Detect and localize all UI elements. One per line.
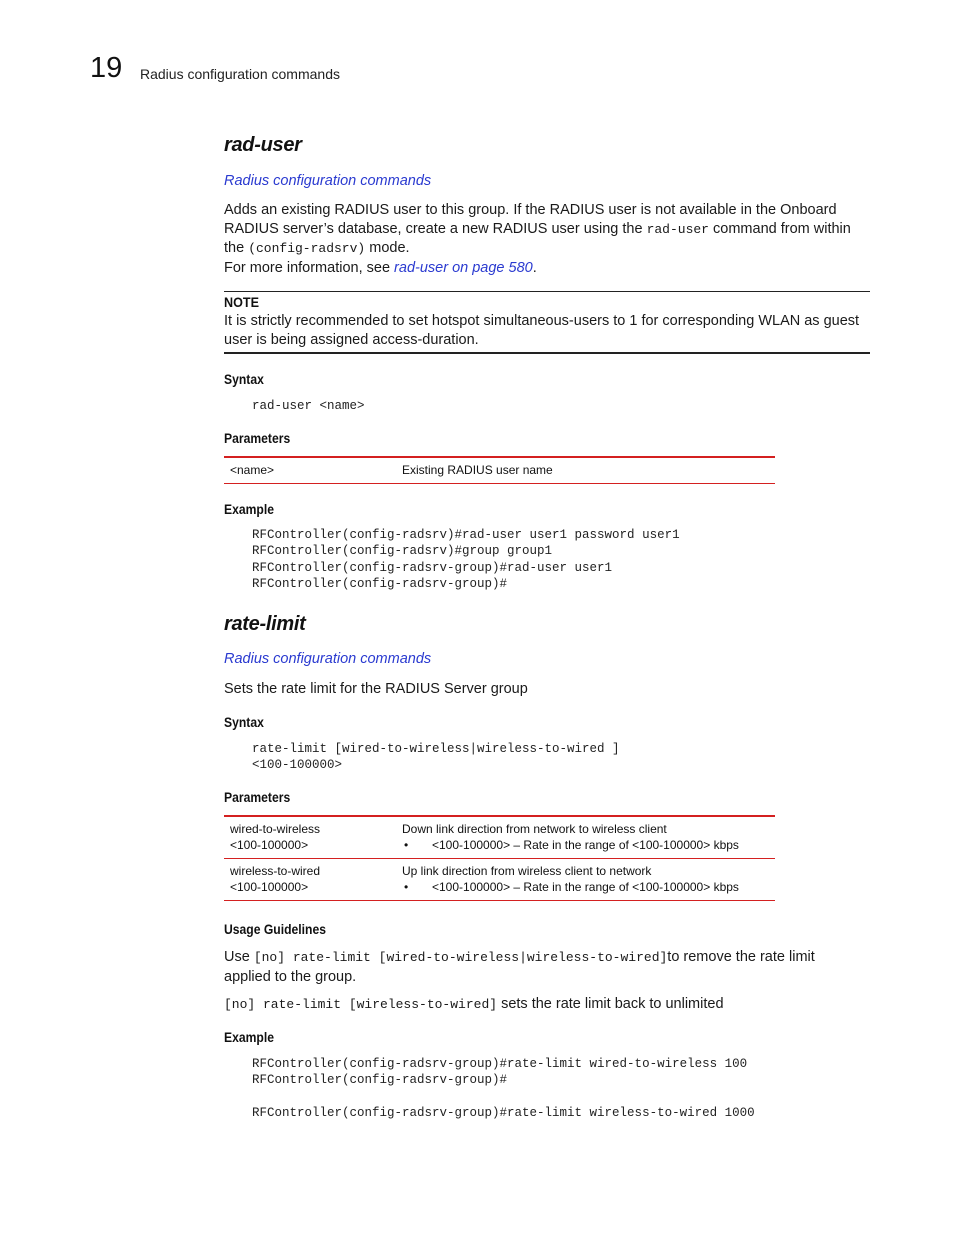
- param-name: <name>: [224, 457, 396, 484]
- inline-code: [no] rate-limit [wired-to-wireless|wireless-to-wired]: [253, 950, 668, 965]
- back-link-rate-limit[interactable]: Radius configuration commands: [224, 651, 432, 667]
- param-description: Existing RADIUS user name: [396, 457, 775, 484]
- example-code: RFController(config-radsrv)#rad-user user1 password user1 RFController(config-radsrv)#group group1 RFController(config-radsrv-group)#rad-user user1 RFController(config-radsrv-group)#: [252, 528, 680, 591]
- bullet-item: • <100-100000> – Rate in the range of <100-100000> kbps: [404, 838, 739, 852]
- bullet-icon: •: [404, 880, 409, 894]
- back-link-rad-user[interactable]: Radius configuration commands: [224, 173, 432, 189]
- note-top-rule: [224, 291, 870, 292]
- table-row: [224, 859, 775, 901]
- desc-line: the (config-radsrv) mode.: [224, 240, 410, 256]
- bullet-icon: •: [404, 838, 409, 852]
- table-row: [224, 816, 775, 859]
- table-row: [224, 457, 775, 484]
- usage-guideline-2: [no] rate-limit [wireless-to-wired] sets the rate limit back to unlimited: [224, 996, 724, 1012]
- chapter-title: Radius configuration commands: [140, 66, 340, 82]
- rad-user-description: [224, 201, 870, 277]
- section-title-rate-limit: rate-limit: [224, 613, 306, 635]
- bullet-item: • <100-100000> – Rate in the range of <100-100000> kbps: [404, 880, 739, 894]
- inline-code: (config-radsrv): [248, 241, 366, 256]
- syntax-heading: Syntax: [224, 715, 264, 730]
- desc-line: RADIUS server’s database, create a new RADIUS user using the rad-user command from within: [224, 220, 851, 237]
- rate-limit-description: Sets the rate limit for the RADIUS Server group: [224, 681, 528, 697]
- inline-code: rad-user: [646, 221, 709, 237]
- usage-guidelines-heading: Usage Guidelines: [224, 922, 326, 937]
- chapter-number: 19: [90, 52, 123, 84]
- syntax-code: rad-user <name>: [252, 399, 365, 413]
- more-info-line: For more information, see rad-user on page 580.: [224, 259, 537, 276]
- example-heading: Example: [224, 502, 274, 517]
- parameters-heading: Parameters: [224, 790, 291, 805]
- param-description: Up link direction from wireless client to network • <100-100000> – Rate in the range of <100-100000> kbps: [396, 859, 775, 901]
- example-heading: Example: [224, 1030, 274, 1045]
- inline-code: [no] rate-limit [wireless-to-wired]: [224, 997, 498, 1012]
- parameters-table: [224, 456, 775, 484]
- parameters-table: [224, 815, 775, 901]
- param-description: Down link direction from network to wireless client • <100-100000> – Rate in the range of <100-100000> kbps: [396, 816, 775, 859]
- note-text: It is strictly recommended to set hotspot simultaneous-users to 1 for corresponding WLAN as guest user is being assigned access-duration.: [224, 313, 860, 348]
- param-name: wired-to-wireless <100-100000>: [224, 816, 396, 859]
- param-name: wireless-to-wired <100-100000>: [224, 859, 396, 901]
- example-code: RFController(config-radsrv-group)#rate-limit wired-to-wireless 100 RFController(config-radsrv-group)# RFController(config-radsrv-group)#rate-limit wireless-to-wired 1000: [252, 1057, 755, 1120]
- syntax-heading: Syntax: [224, 372, 264, 387]
- section-title-rad-user: rad-user: [224, 134, 302, 156]
- cross-reference-link[interactable]: rad-user on page 580: [394, 259, 533, 276]
- usage-guideline-1: Use [no] rate-limit [wired-to-wireless|wireless-to-wired]to remove the rate limit applied to the group.: [224, 949, 815, 985]
- parameters-heading: Parameters: [224, 431, 291, 446]
- syntax-code: rate-limit [wired-to-wireless|wireless-to-wired ] <100-100000>: [252, 742, 620, 773]
- desc-line: Adds an existing RADIUS user to this group. If the RADIUS user is not available in the Onboard: [224, 202, 837, 218]
- note-bottom-rule: [224, 352, 870, 354]
- note-label: NOTE: [224, 294, 260, 310]
